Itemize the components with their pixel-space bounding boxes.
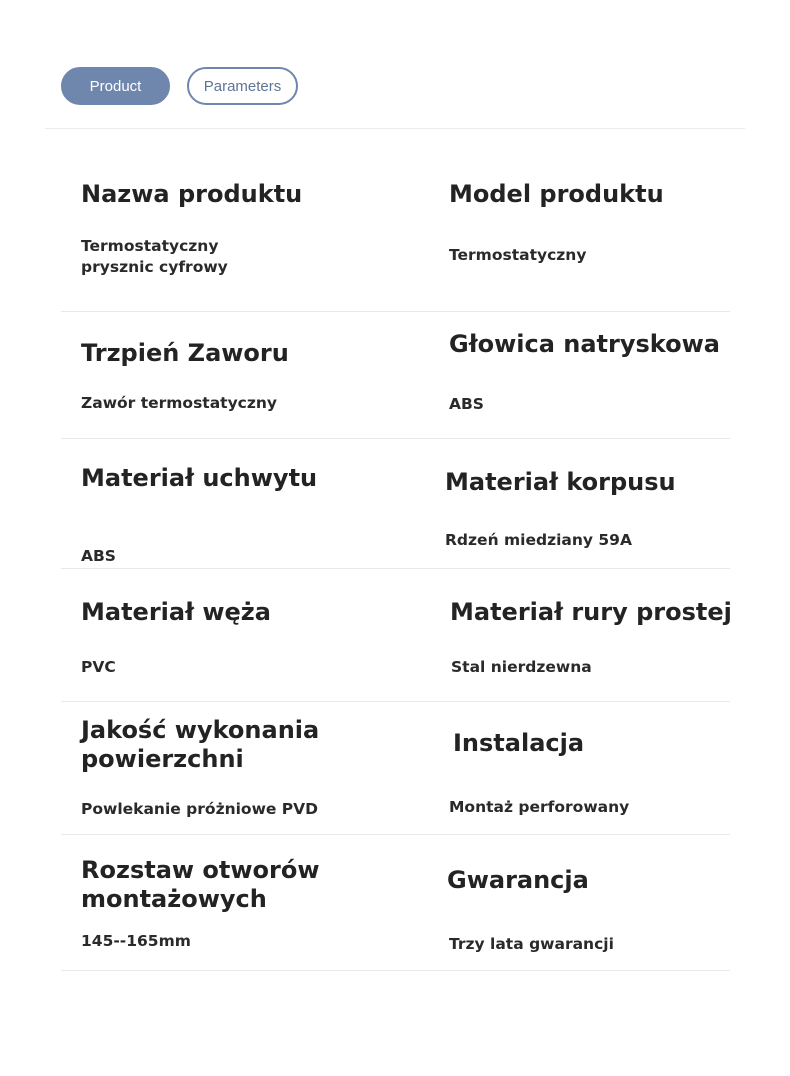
row-divider <box>61 970 730 971</box>
spec-label-product-model: Model produktu <box>449 180 664 208</box>
row-divider <box>61 701 730 702</box>
spec-label-handle-material: Materiał uchwytu <box>81 464 318 492</box>
spec-label-product-name: Nazwa produktu <box>81 180 303 208</box>
header-divider <box>45 128 745 129</box>
spec-value-product-model: Termostatyczny <box>449 246 587 264</box>
row-divider <box>61 834 730 835</box>
spec-label-hose-material: Materiał węża <box>81 598 271 626</box>
spec-value-surface-finish: Powlekanie próżniowe PVD <box>81 800 319 818</box>
spec-value-warranty: Trzy lata gwarancji <box>449 935 614 953</box>
row-divider <box>61 311 730 312</box>
spec-label-hole-spacing: Rozstaw otworów montażowych <box>81 856 320 913</box>
spec-value-installation: Montaż perforowany <box>449 798 630 816</box>
tab-bar <box>61 67 298 105</box>
tab-parameters[interactable]: Parameters <box>187 67 298 105</box>
spec-value-handle-material: ABS <box>81 547 116 565</box>
spec-value-hose-material: PVC <box>81 658 116 676</box>
spec-label-shower-head: Głowica natryskowa <box>449 330 720 358</box>
spec-value-product-name: Termostatyczny prysznic cyfrowy <box>81 237 228 276</box>
row-divider <box>61 438 730 439</box>
tab-product[interactable]: Product <box>61 67 170 105</box>
spec-label-surface-finish: Jakość wykonania powierzchni <box>81 716 320 773</box>
spec-value-valve-stem: Zawór termostatyczny <box>81 394 278 412</box>
spec-value-shower-head: ABS <box>449 395 484 413</box>
spec-label-warranty: Gwarancja <box>447 866 589 894</box>
row-divider <box>61 568 730 569</box>
spec-label-body-material: Materiał korpusu <box>445 468 676 496</box>
spec-value-body-material: Rdzeń miedziany 59A <box>445 531 632 549</box>
spec-label-pipe-material: Materiał rury prostej <box>450 598 732 626</box>
spec-label-valve-stem: Trzpień Zaworu <box>81 339 289 367</box>
spec-value-hole-spacing: 145--165mm <box>81 932 191 950</box>
spec-label-installation: Instalacja <box>453 729 585 757</box>
spec-value-pipe-material: Stal nierdzewna <box>451 658 592 676</box>
